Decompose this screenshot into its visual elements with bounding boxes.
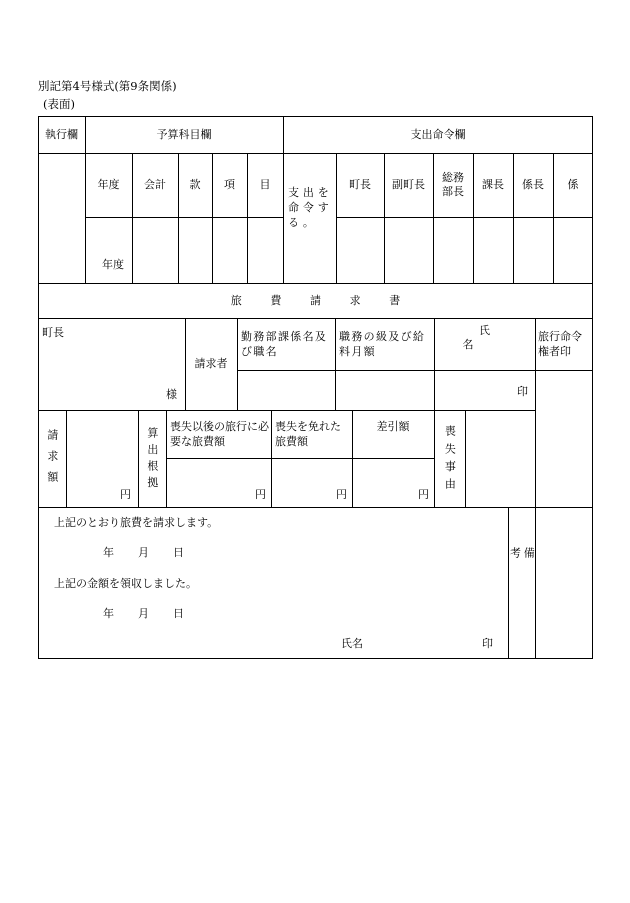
- difference-header: 差引額: [376, 420, 410, 434]
- calc-basis-label: 算出根拠: [145, 427, 159, 493]
- year-header: 年度: [97, 178, 120, 192]
- payment-column-header: 支出命令欄: [410, 127, 466, 141]
- claim-statement: 上記のとおり旅費を請求します。: [54, 516, 219, 529]
- kou-header: 項: [224, 178, 235, 192]
- receipt-name-label: 氏名: [341, 637, 363, 650]
- approver-mayor: 町長: [349, 178, 371, 192]
- name-header: 氏名: [462, 324, 523, 351]
- form-title: 別記第4号様式(第9条関係): [38, 79, 177, 93]
- payment-order-text: 支出を命令する。: [288, 186, 333, 229]
- loss-reason-label: 喪失事由: [443, 424, 457, 496]
- escaped-yen: 円: [336, 488, 347, 501]
- claim-title: 旅費請求書: [230, 293, 429, 307]
- year-footer: 年度: [102, 258, 124, 271]
- grid-line: [38, 507, 593, 508]
- claim-date-month: 月: [138, 546, 149, 559]
- approver-general-affairs: 総務部長: [442, 171, 464, 198]
- grid-line: [66, 410, 67, 507]
- form-side-label: (表面): [43, 97, 75, 111]
- grid-line: [336, 217, 593, 218]
- grid-line: [237, 370, 593, 371]
- grid-line: [237, 318, 238, 410]
- grid-line: [535, 318, 536, 507]
- addressee-mayor: 町長: [42, 326, 64, 339]
- grid-line: [335, 318, 336, 410]
- approver-staff: 係: [567, 178, 579, 192]
- receipt-date-day: 日: [173, 607, 184, 620]
- grid-line: [465, 410, 466, 507]
- grid-line: [433, 153, 434, 283]
- claim-date-day: 日: [173, 546, 184, 559]
- receipt-date-year: 年: [103, 607, 114, 620]
- grid-line: [166, 458, 434, 459]
- account-header: 会計: [144, 178, 166, 192]
- grade-header: 職務の級及び給料月額: [339, 330, 426, 358]
- budget-column-header: 予算科目欄: [156, 127, 212, 141]
- claimant-seal-mark: 印: [517, 385, 528, 398]
- grid-line: [85, 217, 283, 218]
- remarks-label: 備考: [508, 547, 536, 619]
- dept-header: 勤務部課係名及び職名: [241, 330, 328, 358]
- difference-yen: 円: [418, 488, 429, 501]
- claim-date-year: 年: [103, 546, 114, 559]
- receipt-statement: 上記の金額を領収しました。: [54, 577, 197, 590]
- grid-line: [271, 410, 272, 507]
- grid-line: [38, 410, 535, 411]
- claimant-label: 請求者: [194, 357, 228, 371]
- claim-amount-label: 請求額: [45, 428, 59, 492]
- claim-amount-yen: 円: [120, 488, 131, 501]
- addressee-sama: 様: [166, 388, 177, 401]
- after-loss-header: 喪失以後の旅行に必要な旅費額: [170, 420, 269, 448]
- receipt-seal-mark: 印: [482, 637, 493, 650]
- approver-deputy-mayor: 副町長: [392, 178, 425, 192]
- approver-section-chief: 課長: [482, 178, 504, 192]
- execution-column-header: 執行欄: [45, 127, 78, 141]
- approver-subsection-chief: 係長: [522, 178, 544, 192]
- receipt-date-month: 月: [138, 607, 149, 620]
- moku-header: 目: [259, 178, 271, 192]
- escaped-header: 喪失を免れた旅費額: [275, 420, 341, 448]
- grid-line: [166, 410, 167, 507]
- after-loss-yen: 円: [255, 488, 266, 501]
- kan-header: 款: [189, 178, 201, 192]
- commander-seal-header: 旅行命令権者印: [538, 330, 582, 358]
